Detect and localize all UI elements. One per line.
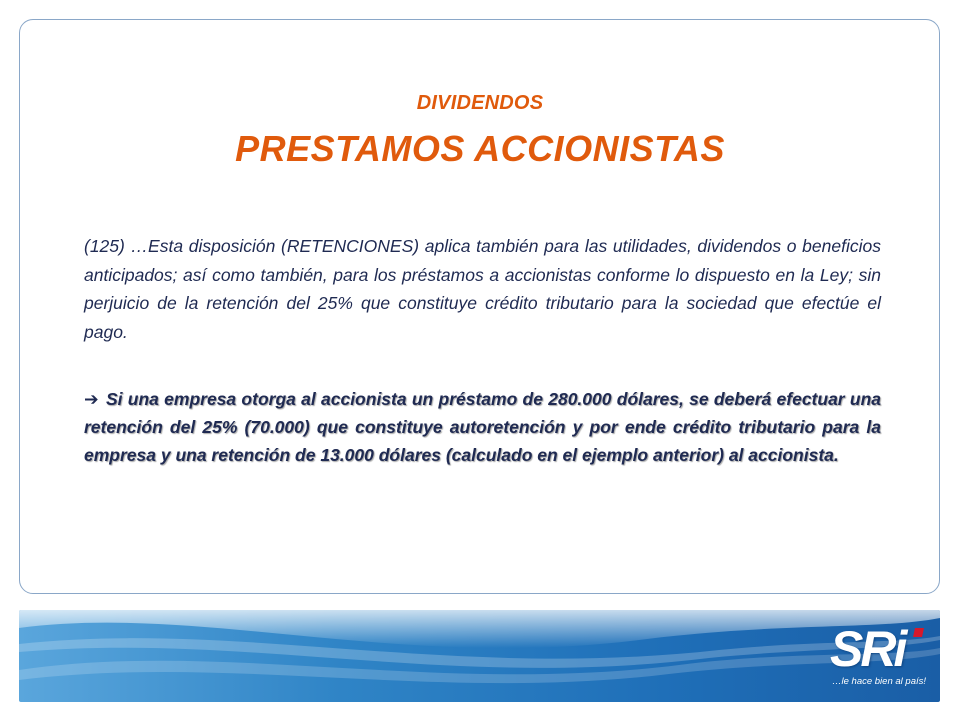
arrow-right-icon: ➔ [84,389,99,409]
sri-tagline: …le hace bien al país! [832,676,927,687]
example-text: Si una empresa otorga al accionista un préstamo de 280.000 dólares, se deberá efectuar una retención del 25% (70.000) que constituye autoretención y por ende crédito tributario para la empresa y una retención de 13.000 dólares (calculado en el ejemplo anterior) al accionista. [84,389,881,465]
paragraph-example [84,385,881,469]
slide-title: PRESTAMOS ACCIONISTAS [235,128,725,169]
paragraph-legal-text: (125) …Esta disposición (RETENCIONES) aplica también para las utilidades, dividendos o beneficios anticipados; así como también, para los préstamos a accionistas conforme lo dispuesto en la Ley; sin perjuicio de la retención del 25% que constituye crédito tributario para la sociedad que efectúe el pago. [84,236,881,342]
slide-subtitle: DIVIDENDOS [416,92,544,114]
footer-band [19,610,940,702]
footer-wave-graphic [19,610,940,702]
sri-logo [824,622,934,694]
logo-dot-icon [913,628,924,637]
sri-logo-text: SRi [830,621,905,677]
